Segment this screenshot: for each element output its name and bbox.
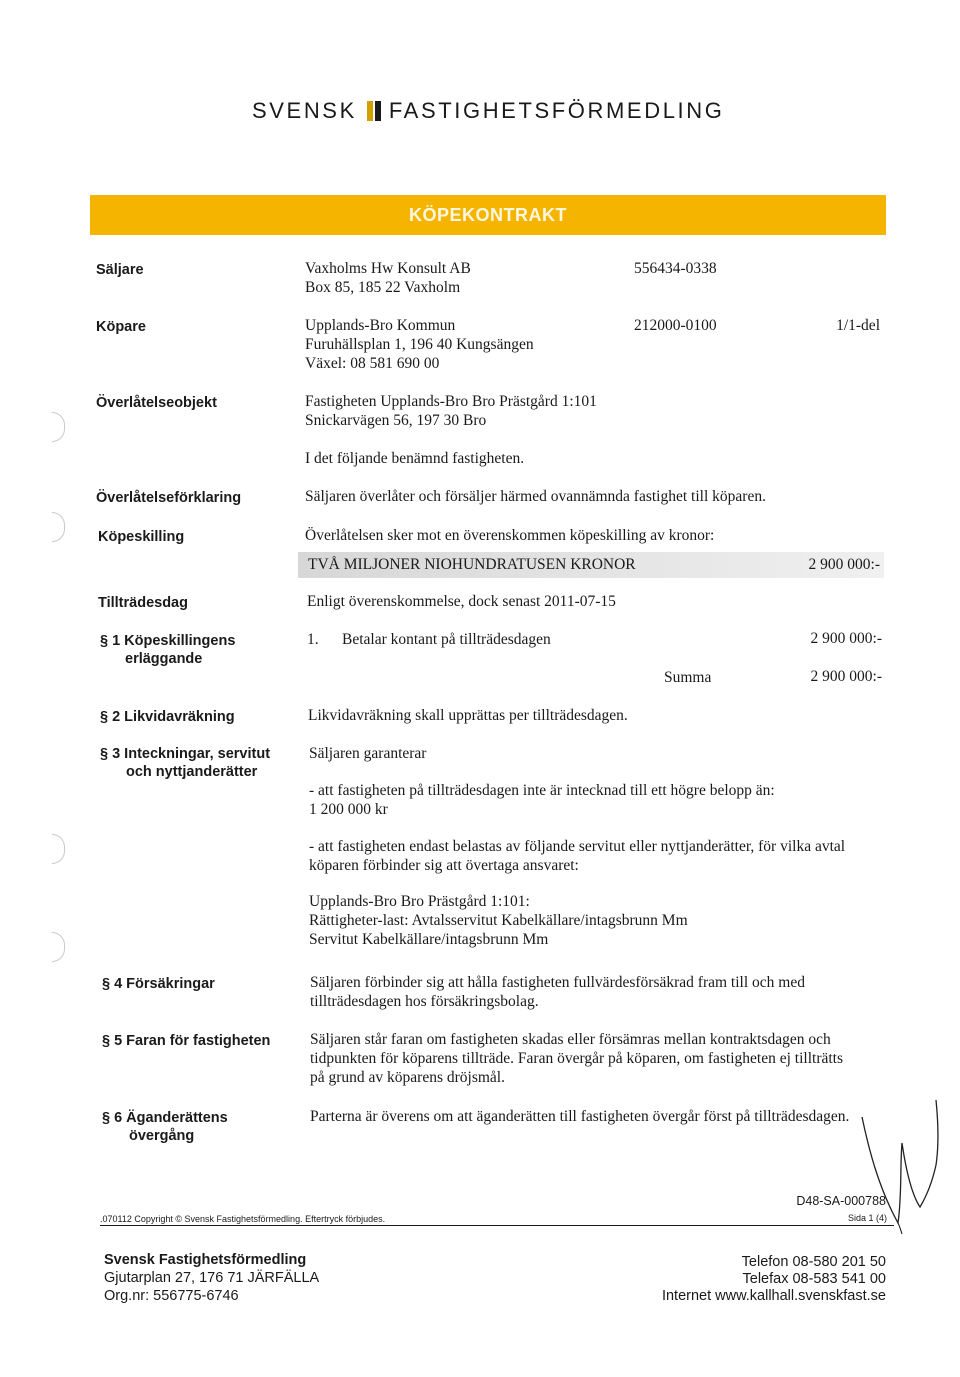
section-3-p3-line-1: Upplands-Bro Bro Prästgård 1:101: bbox=[309, 893, 530, 910]
section-3-label-cont: och nyttjanderätter bbox=[126, 764, 258, 780]
section-3-p1-line-2: 1 200 000 kr bbox=[309, 801, 388, 818]
section-2-text: Likvidavräkning skall upprättas per tillträdesdagen. bbox=[308, 707, 628, 724]
section-1-label-cont: erläggande bbox=[125, 651, 203, 667]
section-3-intro: Säljaren garanterar bbox=[309, 745, 427, 762]
company-fax: Telefax 08-583 541 00 bbox=[742, 1271, 886, 1287]
title-banner bbox=[90, 195, 886, 235]
access-label: Tillträdesdag bbox=[98, 595, 188, 611]
section-3-p2-line-2: köparen förbinder sig att övertaga ansvaret: bbox=[309, 857, 579, 874]
logo-text-right: FASTIGHETSFÖRMEDLING bbox=[388, 98, 725, 123]
company-phone: Telefon 08-580 201 50 bbox=[741, 1254, 886, 1270]
section-4-line-2: tillträdesdagen hos försäkringsbolag. bbox=[310, 993, 539, 1010]
section-5-line-2: tidpunkten för köparens tillträde. Faran övergår på köparen, om fastigheten ej tillträtts bbox=[310, 1050, 844, 1067]
section-6-label-cont: övergång bbox=[129, 1128, 195, 1144]
section-5-line-1: Säljaren står faran om fastigheten skadas eller försämras mellan kontraktsdagen och bbox=[310, 1031, 831, 1048]
footer-divider bbox=[100, 1225, 894, 1226]
section-1-item-no: 1. bbox=[307, 631, 319, 648]
document-id: D48-SA-000788 bbox=[796, 1194, 886, 1208]
price-amount-words: TVÅ MILJONER NIOHUNDRATUSEN KRONOR bbox=[308, 556, 636, 573]
company-name: Svensk Fastighetsförmedling bbox=[104, 1252, 307, 1268]
logo-mark-icon bbox=[367, 101, 381, 121]
price-text: Överlåtelsen sker mot en överenskommen köpeskilling av kronor: bbox=[305, 527, 715, 544]
section-1-sum-amount: 2 900 000:- bbox=[810, 668, 882, 685]
section-5-line-3: på grund av köparens dröjsmål. bbox=[310, 1069, 505, 1086]
company-org-nr: Org.nr: 556775-6746 bbox=[104, 1288, 239, 1304]
page-number: Sida 1 (4) bbox=[847, 1213, 887, 1223]
punch-hole-mark bbox=[52, 512, 65, 542]
company-address: Gjutarplan 27, 176 71 JÄRFÄLLA bbox=[104, 1270, 320, 1286]
section-3-p3-line-2: Rättigheter-last: Avtalsservitut Kabelkällare/intagsbrunn Mm bbox=[309, 912, 688, 929]
buyer-label: Köpare bbox=[96, 319, 146, 335]
logo-text-left: SVENSK bbox=[252, 98, 357, 123]
section-4-label: § 4 Försäkringar bbox=[102, 976, 215, 992]
buyer-name: Upplands-Bro Kommun bbox=[305, 317, 456, 334]
section-6-text: Parterna är överens om att äganderätten till fastigheten övergår först på tillträdesdagen. bbox=[310, 1108, 850, 1125]
declaration-text: Säljaren överlåter och försäljer härmed ovannämnda fastighet till köparen. bbox=[305, 488, 766, 505]
object-line-2: Snickarvägen 56, 197 30 Bro bbox=[305, 412, 487, 429]
section-3-label: § 3 Inteckningar, servitut bbox=[100, 746, 271, 762]
punch-hole-mark bbox=[52, 834, 65, 864]
section-4-line-1: Säljaren förbinder sig att hålla fastigheten fullvärdesförsäkrad fram till och med bbox=[310, 974, 805, 991]
document-title: KÖPEKONTRAKT bbox=[409, 205, 567, 225]
section-2-label: § 2 Likvidavräkning bbox=[100, 709, 235, 725]
declaration-label: Överlåtelseförklaring bbox=[96, 490, 242, 506]
access-text: Enligt överenskommelse, dock senast 2011-07-15 bbox=[307, 593, 616, 610]
seller-name: Vaxholms Hw Konsult AB bbox=[305, 260, 471, 277]
buyer-share: 1/1-del bbox=[836, 317, 880, 334]
section-3-p2-line-1: - att fastigheten endast belastas av följande servitut eller nyttjanderätter, för vilka avtal bbox=[309, 838, 846, 855]
price-amount-bar bbox=[298, 552, 884, 578]
section-1-label: § 1 Köpeskillingens bbox=[100, 633, 236, 649]
object-line-1: Fastigheten Upplands-Bro Bro Prästgård 1:101 bbox=[305, 393, 597, 410]
section-3-p3-line-3: Servitut Kabelkällare/intagsbrunn Mm bbox=[309, 931, 549, 948]
price-amount: 2 900 000:- bbox=[808, 556, 880, 573]
section-3-p1-line-1: - att fastigheten på tillträdesdagen inte är intecknad till ett högre belopp än: bbox=[309, 782, 775, 799]
section-5-label: § 5 Faran för fastigheten bbox=[102, 1033, 271, 1049]
seller-label: Säljare bbox=[96, 262, 144, 278]
section-1-item-amount: 2 900 000:- bbox=[810, 630, 882, 647]
punch-hole-mark bbox=[52, 932, 65, 962]
section-1-sum-label: Summa bbox=[664, 669, 712, 686]
section-1-item-text: Betalar kontant på tillträdesdagen bbox=[342, 631, 551, 648]
copyright-text: .070112 Copyright © Svensk Fastighetsförmedling. Eftertryck förbjudes. bbox=[100, 1214, 386, 1224]
company-logo bbox=[252, 98, 724, 124]
object-line-3: I det följande benämnd fastigheten. bbox=[305, 450, 525, 467]
object-label: Överlåtelseobjekt bbox=[96, 395, 217, 411]
company-website: Internet www.kallhall.svenskfast.se bbox=[661, 1288, 886, 1304]
buyer-phone: Växel: 08 581 690 00 bbox=[305, 355, 440, 372]
section-6-label: § 6 Äganderättens bbox=[102, 1110, 228, 1126]
buyer-address: Furuhällsplan 1, 196 40 Kungsängen bbox=[305, 336, 534, 353]
seller-org-nr: 556434-0338 bbox=[634, 260, 717, 277]
price-label: Köpeskilling bbox=[98, 529, 185, 545]
seller-address: Box 85, 185 22 Vaxholm bbox=[305, 279, 461, 296]
punch-hole-mark bbox=[52, 412, 65, 442]
buyer-org-nr: 212000-0100 bbox=[634, 317, 717, 334]
